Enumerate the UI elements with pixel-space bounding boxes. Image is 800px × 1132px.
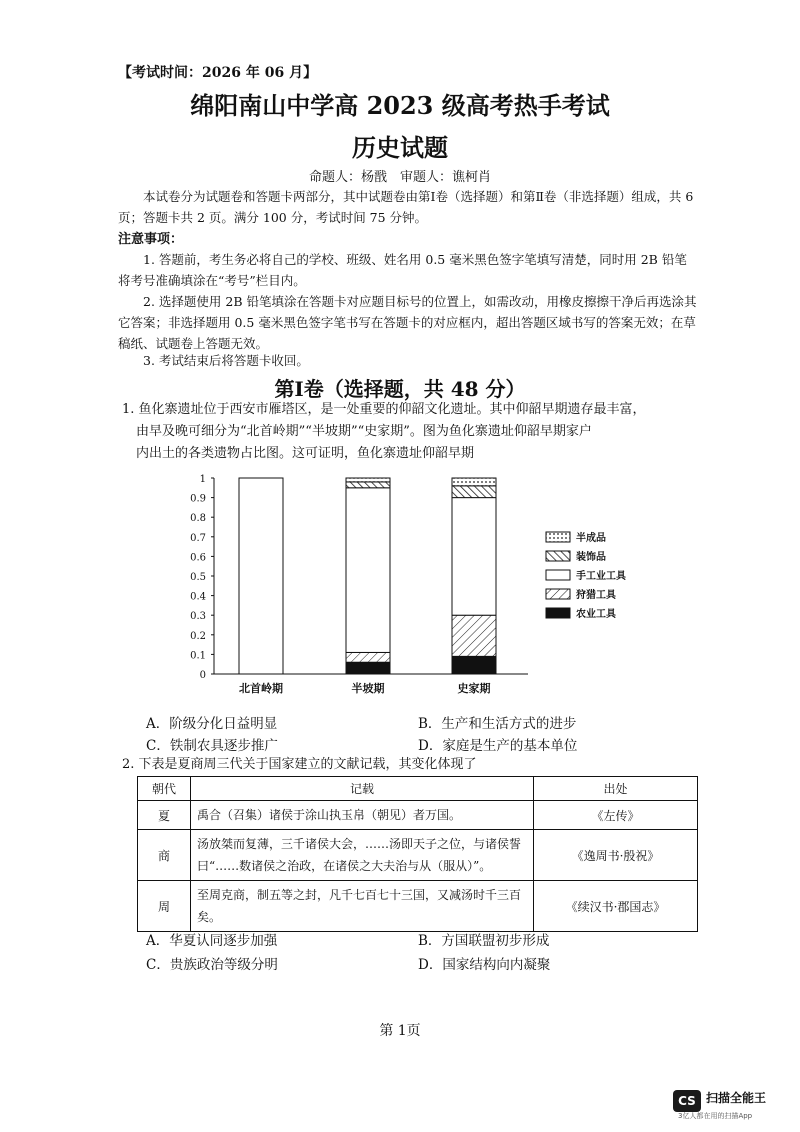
record-cell: 至周克商，制五等之封，凡千七百七十三国，又减汤时千三百矣。	[191, 881, 534, 932]
bar-segment	[452, 615, 496, 656]
scanner-tagline: 3亿人都在用的扫描App	[678, 1112, 753, 1120]
note-item-1: 1. 答题前，考生务必将自己的学校、班级、姓名用 0.5 毫米黑色签字笔填写清楚，同时用 2B 铅笔将考号准确填涂在“考号”栏目内。	[118, 252, 687, 288]
source-cell: 《左传》	[534, 801, 698, 830]
x-category-label: 北首岭期	[239, 682, 283, 695]
legend-swatch	[546, 551, 570, 561]
dynasty-cell: 夏	[138, 801, 191, 830]
q2-option-a[interactable]: A．华夏认同逐步加强	[146, 933, 278, 949]
q1-stacked-bar-chart	[180, 468, 660, 696]
q1-option-a[interactable]: A．阶级分化日益明显	[146, 716, 278, 732]
y-tick-label: 1	[199, 474, 206, 485]
page-number: 第 1页	[379, 1023, 421, 1039]
legend-label: 狩猎工具	[576, 590, 616, 601]
authors-line: 命题人：杨戬 审题人：谯柯肖	[308, 170, 491, 185]
bar-segment	[346, 482, 390, 488]
table-header-record: 记载	[191, 777, 534, 801]
exam-title: 绵阳南山中学高 2023 级高考热手考试	[190, 91, 610, 120]
notes-heading: 注意事项：	[118, 232, 184, 247]
legend-swatch	[546, 570, 570, 580]
question-1-line-3: 内出土的各类遗物占比图。这可证明，鱼化寨遗址仰韶早期	[136, 446, 475, 461]
note-item-2: 2. 选择题使用 2B 铅笔填涂在答题卡对应题目标号的位置上，如需改动，用橡皮擦擦干净后再选涂其它答案；非选择题用 0.5 毫米黑色签字笔书写在答题卡的对应框内，超出答题区域书写的答案无效；在草稿纸、试题卷上答题无效。	[118, 294, 697, 351]
bar-segment	[452, 656, 496, 674]
x-category-label: 史家期	[457, 682, 491, 695]
y-tick-label: 0.8	[190, 513, 206, 525]
bar-segment	[346, 478, 390, 482]
x-category-label: 半坡期	[351, 682, 385, 695]
source-cell: 《续汉书·郡国志》	[534, 881, 698, 932]
note-item-3: 3. 考试结束后将答题卡收回。	[143, 353, 309, 368]
question-1-line-1: 1. 鱼化寨遗址位于西安市雁塔区，是一处重要的仰韶文化遗址。其中仰韶早期遗存最丰富，	[122, 402, 646, 417]
exam-time: 【考试时间：2026 年 06 月】	[118, 65, 318, 81]
question-1-stem	[122, 399, 712, 465]
section-heading: 第Ⅰ卷（选择题，共 48 分）	[274, 377, 526, 401]
table-header-source: 出处	[534, 777, 698, 801]
legend-swatch	[546, 589, 570, 599]
bar-segment	[346, 488, 390, 653]
source-cell: 《逸周书·殷祝》	[534, 830, 698, 881]
y-tick-label: 0.9	[190, 493, 206, 505]
q2-option-c[interactable]: C．贵族政治等级分明	[146, 957, 278, 973]
legend-label: 半成品	[576, 533, 606, 544]
bar-segment	[239, 478, 283, 674]
q1-option-b[interactable]: B．生产和生活方式的进步	[418, 716, 577, 732]
table-header-dynasty: 朝代	[138, 777, 191, 801]
y-tick-label: 0.6	[190, 552, 206, 564]
legend-swatch	[546, 532, 570, 542]
q1-option-d[interactable]: D．家庭是生产的基本单位	[418, 738, 578, 754]
bar-segment	[452, 498, 496, 616]
subject-title: 历史试题	[352, 133, 448, 162]
y-tick-label: 0.7	[190, 532, 206, 544]
q1-option-c[interactable]: C．铁制农具逐步推广	[146, 738, 278, 754]
y-tick-label: 0.1	[190, 650, 206, 662]
question-2-stem: 2. 下表是夏商周三代关于国家建立的文献记载，其变化体现了	[122, 757, 477, 772]
y-tick-label: 0.2	[190, 630, 206, 642]
table-row	[138, 801, 698, 830]
y-tick-label: 0	[199, 670, 206, 681]
intro-paragraph: 本试卷分为试题卷和答题卡两部分，其中试题卷由第Ⅰ卷（选择题）和第Ⅱ卷（非选择题）组成，共 6 页；答题卡共 2 页。满分 100 分，考试时间 75 分钟。	[118, 189, 694, 225]
table-row	[138, 830, 698, 881]
y-tick-label: 0.5	[190, 572, 206, 583]
dynasty-cell: 商	[138, 830, 191, 881]
bar-segment	[452, 478, 496, 486]
question-1-line-2: 由早及晚可细分为“北首岭期”“半坡期”“史家期”。图为鱼化寨遗址仰韶早期家户	[136, 424, 592, 439]
legend-label: 手工业工具	[576, 571, 626, 582]
legend-label: 装饰品	[576, 552, 606, 563]
dynasty-cell: 周	[138, 881, 191, 932]
y-tick-label: 0.3	[190, 611, 206, 623]
legend-swatch	[546, 608, 570, 618]
scanner-app-name: 扫描全能王	[706, 1091, 767, 1105]
bar-segment	[346, 652, 390, 662]
table-header-row	[138, 777, 698, 801]
record-cell: 禹合（召集）诸侯于涂山执玉帛（朝见）者万国。	[191, 801, 534, 830]
q2-table	[137, 776, 698, 932]
q2-option-d[interactable]: D．国家结构向内凝聚	[418, 957, 551, 973]
record-cell: 汤放桀而复薄，三千诸侯大会，……汤即天子之位，与诸侯誓曰“……数诸侯之治政，在诸侯之大夫治与从（服从）”。	[191, 830, 534, 881]
bar-segment	[452, 486, 496, 498]
q2-option-b[interactable]: B．方国联盟初步形成	[418, 933, 550, 949]
legend-label: 农业工具	[576, 609, 616, 620]
camscanner-logo-icon: CS	[673, 1090, 701, 1112]
bar-segment	[346, 662, 390, 674]
table-row	[138, 881, 698, 932]
y-tick-label: 0.4	[190, 591, 206, 603]
